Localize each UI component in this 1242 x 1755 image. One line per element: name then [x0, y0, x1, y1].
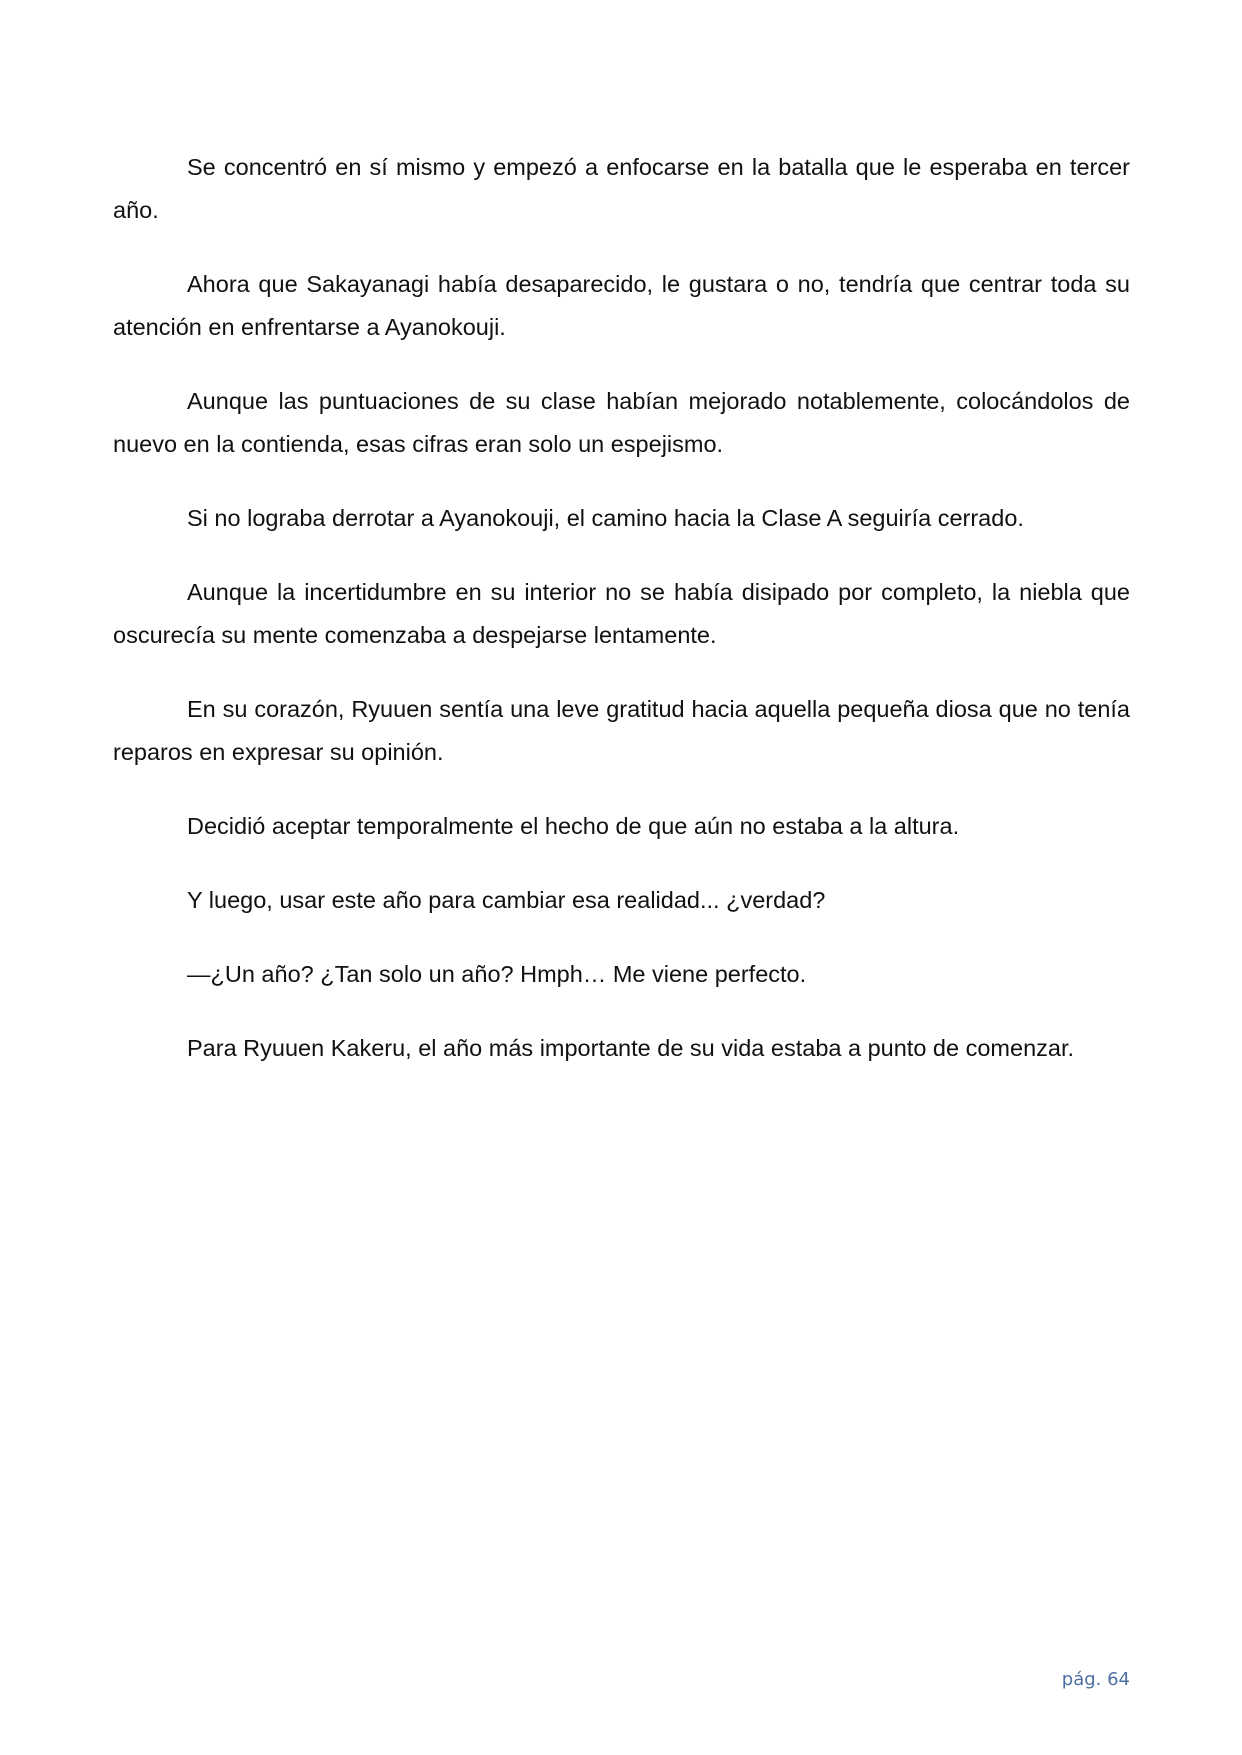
paragraph: Si no lograba derrotar a Ayanokouji, el camino hacia la Clase A seguiría cerrado.: [187, 505, 1024, 531]
paragraph: En su corazón, Ryuuen sentía una leve gratitud hacia aquella pequeña diosa que no tenía reparos en expresar su opinión.: [113, 696, 1130, 765]
paragraph: Aunque las puntuaciones de su clase habían mejorado notablemente, colocándolos de nuevo en la contienda, esas cifras eran solo un espejismo.: [113, 388, 1130, 457]
paragraph: —¿Un año? ¿Tan solo un año? Hmph… Me viene perfecto.: [187, 961, 807, 987]
paragraph: Y luego, usar este año para cambiar esa realidad... ¿verdad?: [187, 887, 826, 913]
page-number: pág. 64: [1061, 1669, 1130, 1690]
paragraph: Ahora que Sakayanagi había desaparecido, le gustara o no, tendría que centrar toda su atención en enfrentarse a Ayanokouji.: [113, 271, 1130, 340]
text-body: [113, 146, 1130, 1101]
paragraph: Decidió aceptar temporalmente el hecho de que aún no estaba a la altura.: [187, 813, 960, 839]
paragraph: Aunque la incertidumbre en su interior no se había disipado por completo, la niebla que oscurecía su mente comenzaba a despejarse lentamente.: [113, 579, 1130, 648]
paragraph: Se concentró en sí mismo y empezó a enfocarse en la batalla que le esperaba en tercer año.: [113, 154, 1130, 223]
paragraph: Para Ryuuen Kakeru, el año más importante de su vida estaba a punto de comenzar.: [187, 1035, 1075, 1061]
